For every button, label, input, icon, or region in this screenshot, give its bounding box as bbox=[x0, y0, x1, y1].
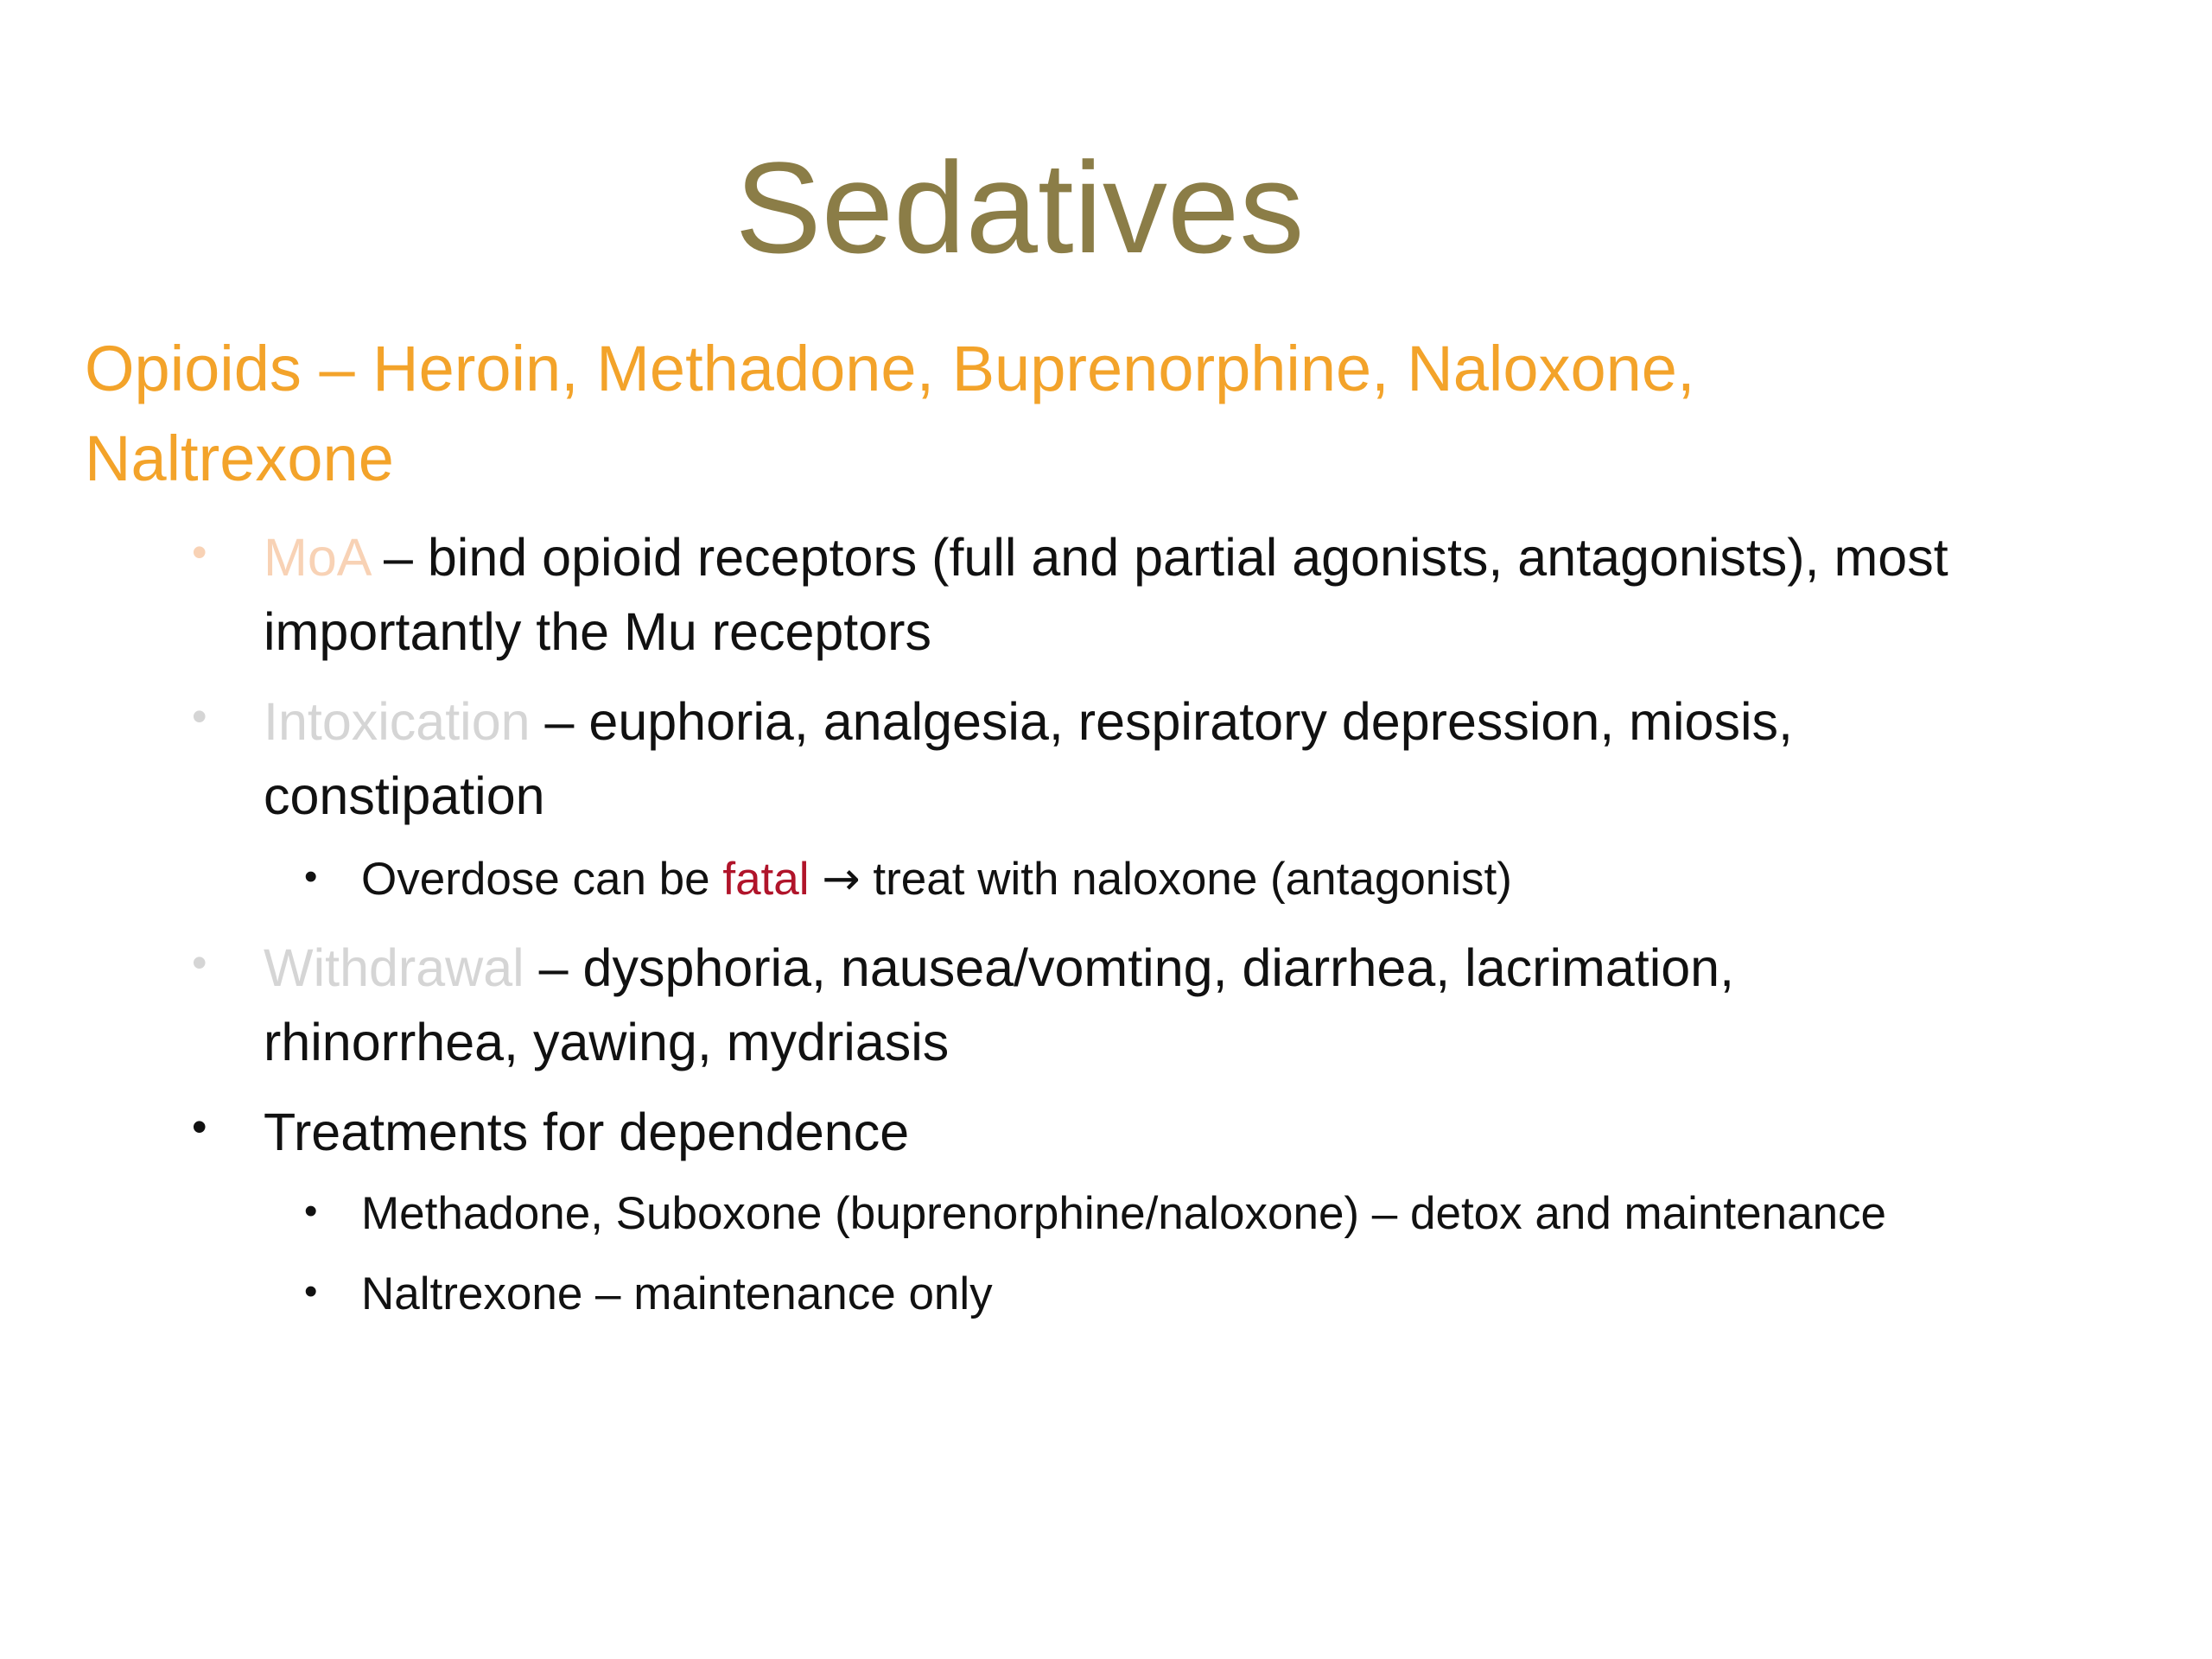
bullet-moa-line-2: importantly the Mu receptors bbox=[264, 602, 931, 661]
moa-label: MoA bbox=[264, 528, 370, 587]
intoxication-label: Intoxication bbox=[264, 692, 531, 751]
sub-bullet-marker-overdose: • bbox=[304, 855, 318, 898]
bullet-treatments: Treatments for dependence bbox=[264, 1103, 910, 1161]
sub-bullet-methadone: Methadone, Suboxone (buprenorphine/naloxone) – detox and maintenance bbox=[361, 1188, 1887, 1239]
bullet-intoxication-line-2: constipation bbox=[264, 766, 545, 825]
bullet-moa-line-1 bbox=[264, 520, 1948, 594]
section-heading bbox=[85, 324, 2158, 504]
slide-title: Sedatives bbox=[734, 135, 1305, 280]
bullet-intoxication-line-1 bbox=[264, 684, 1793, 759]
bullet-marker-treatments: • bbox=[192, 1103, 207, 1151]
bullet-marker-withdrawal: • bbox=[192, 938, 207, 987]
sub-bullet-naltrexone: Naltrexone – maintenance only bbox=[361, 1268, 993, 1319]
section-heading-line-1: Opioids – Heroin, Methadone, Buprenorphine, Naloxone, bbox=[85, 333, 1695, 404]
bullet-withdrawal-line-2: rhinorrhea, yawing, mydriasis bbox=[264, 1013, 950, 1071]
sub-bullet-marker-methadone: • bbox=[304, 1190, 318, 1232]
withdrawal-label: Withdrawal bbox=[264, 938, 524, 997]
withdrawal-text: – dysphoria, nausea/vomting, diarrhea, lacrimation, bbox=[524, 938, 1735, 997]
overdose-text-post: treat with naloxone (antagonist) bbox=[860, 854, 1512, 905]
intoxication-text: – euphoria, analgesia, respiratory depression, miosis, bbox=[530, 692, 1793, 751]
bullet-withdrawal-line-1 bbox=[264, 931, 1734, 1005]
fatal-text: fatal bbox=[722, 854, 810, 905]
overdose-text-pre: Overdose can be bbox=[361, 854, 723, 905]
sub-bullet-overdose bbox=[361, 849, 1512, 910]
section-heading-line-2: Naltrexone bbox=[85, 423, 394, 494]
right-arrow-icon: → bbox=[822, 853, 861, 906]
sub-bullet-marker-naltrexone: • bbox=[304, 1270, 318, 1313]
moa-text: – bind opioid receptors (full and partial agonists, antagonists), most bbox=[369, 528, 1948, 587]
bullet-marker-intoxication: • bbox=[192, 692, 207, 741]
bullet-marker-moa: • bbox=[192, 528, 207, 576]
